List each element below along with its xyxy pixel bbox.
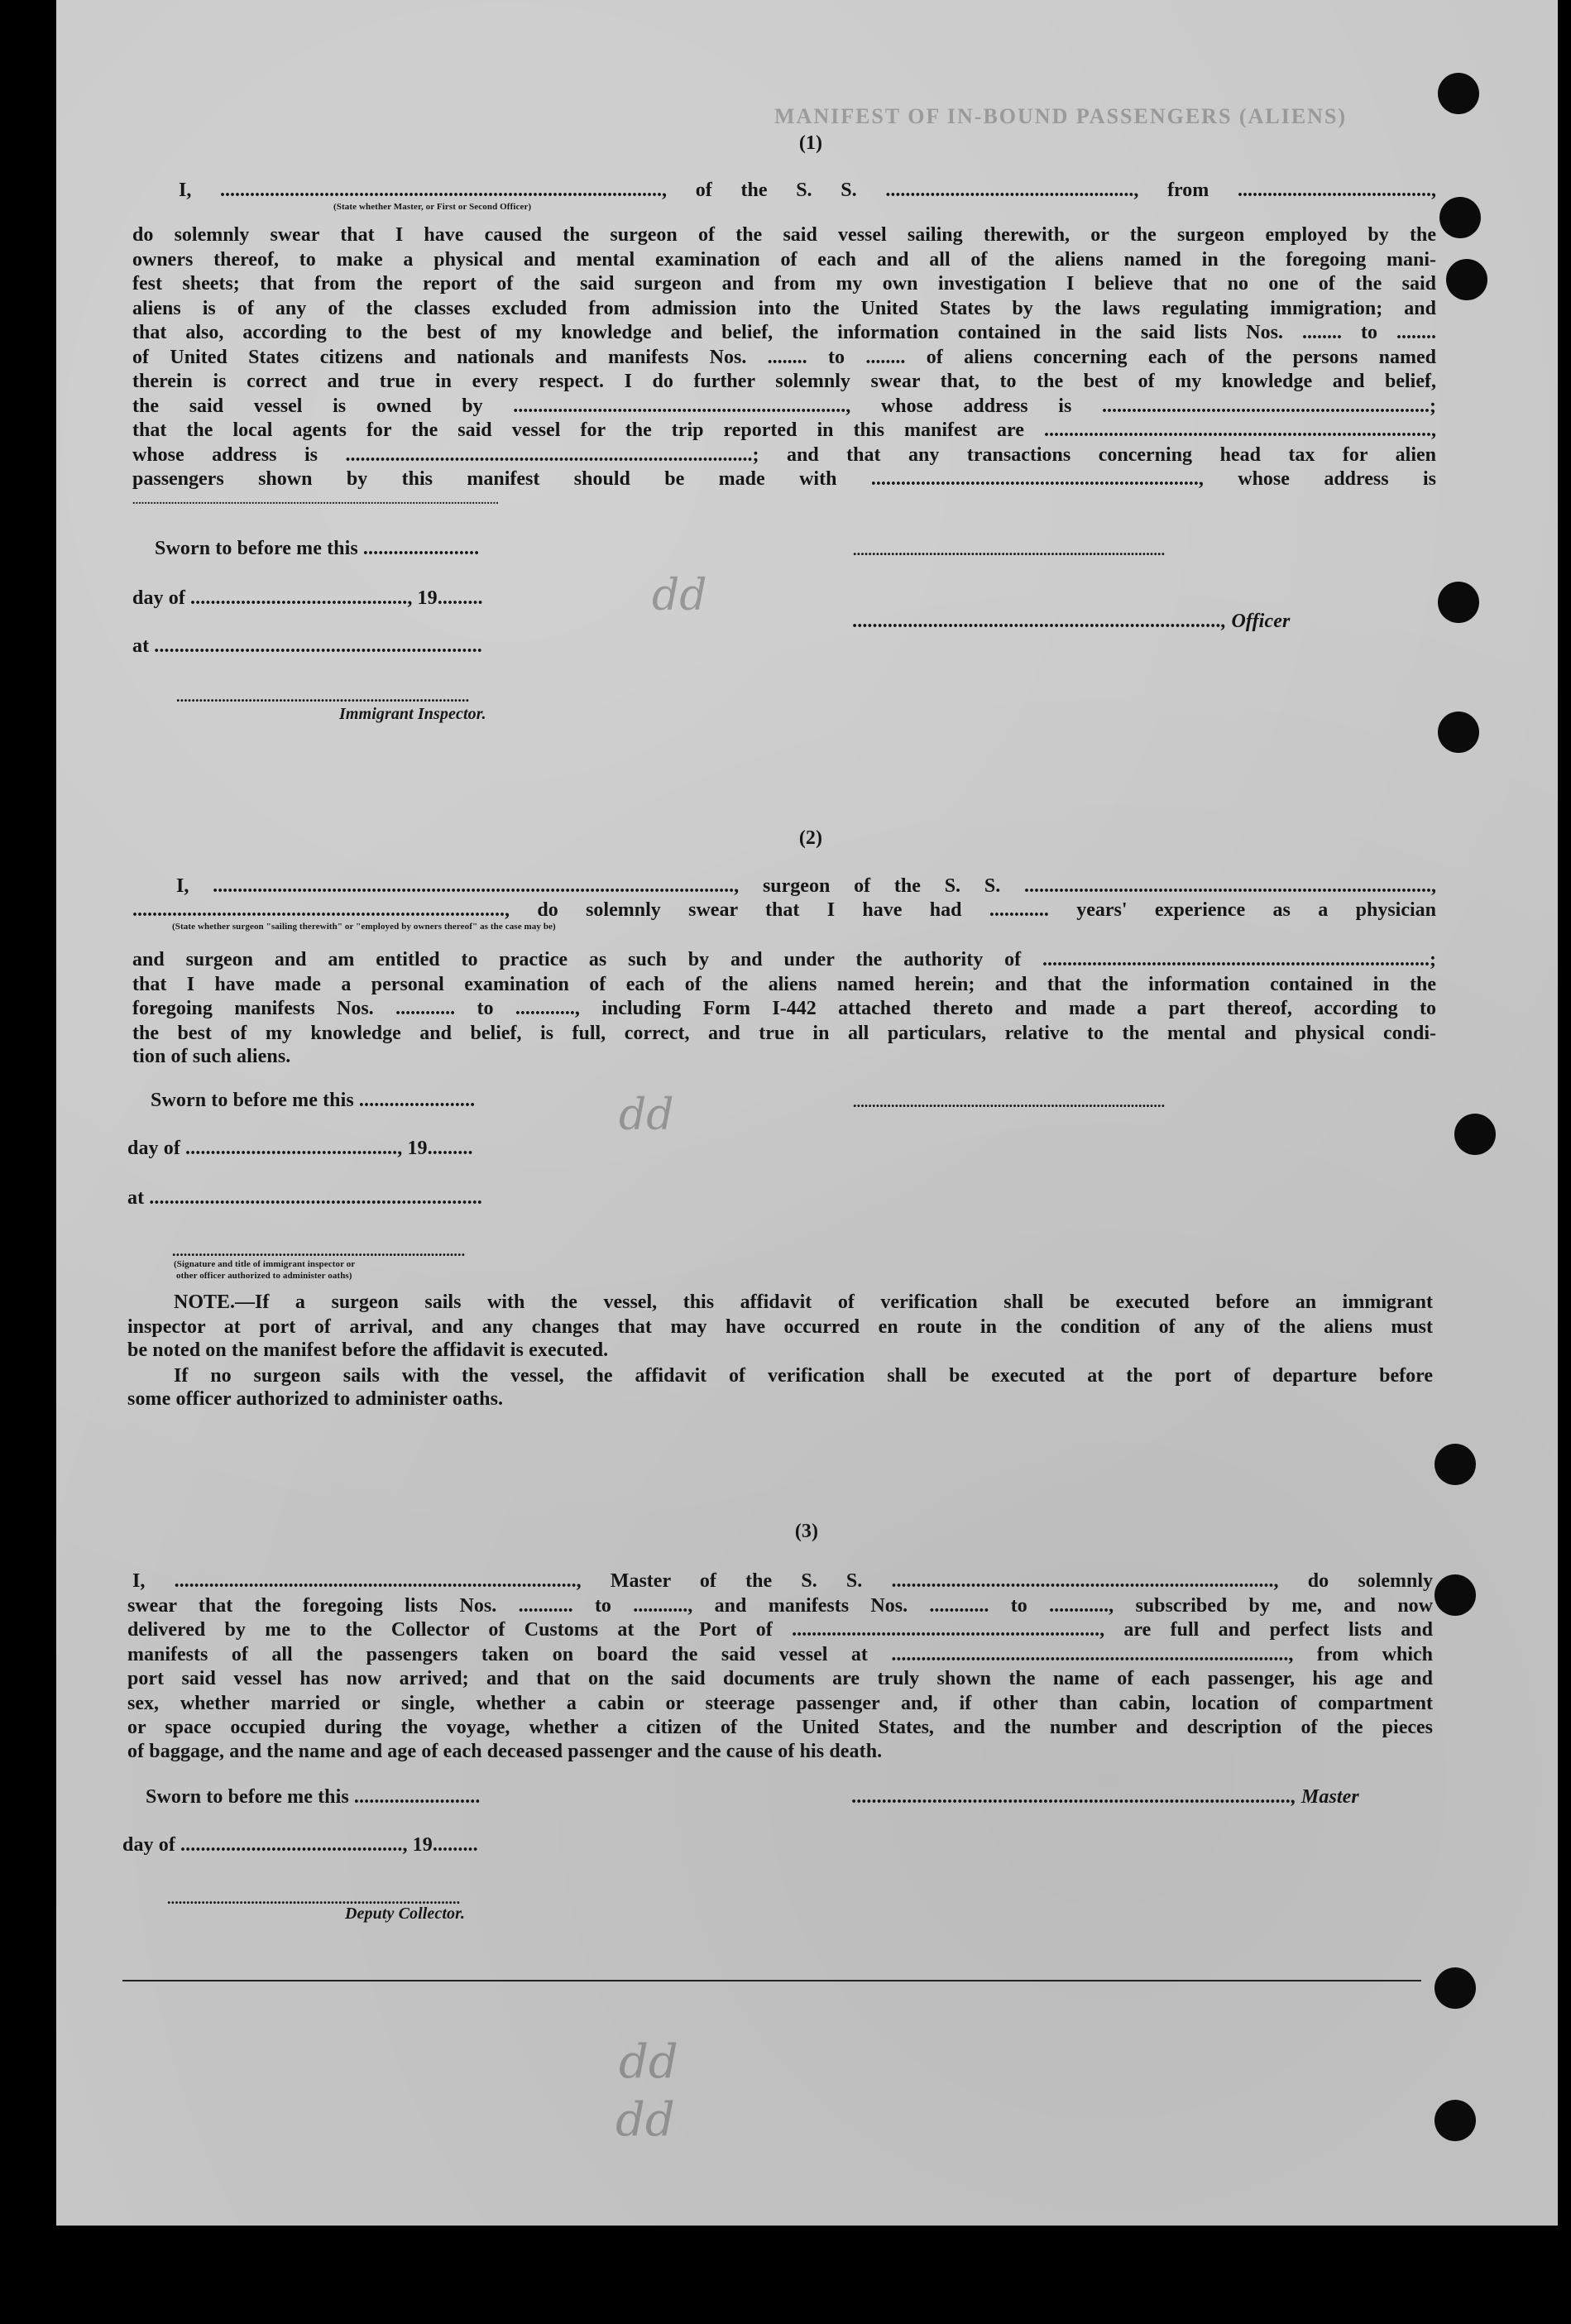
s1-body-line: of United States citizens and nationals and manifests Nos. ........ to ........ of aliens concerning each of the persons named <box>132 346 1436 368</box>
s3-collector: Deputy Collector. <box>345 1905 466 1923</box>
s1-at: at ................................................................. <box>132 635 482 657</box>
s3-body-line: of baggage, and the name and age of each deceased passenger and the cause of his death. <box>127 1740 883 1762</box>
s2-body-line: foregoing manifests Nos. ............ to ............, including Form I-442 attached thereto and made a part thereof, according to <box>132 998 1436 1019</box>
s1-officer <box>853 611 1290 633</box>
s2-body-line: that I have made a personal examination of each of the aliens named herein; and that the information contained in the <box>132 973 1436 995</box>
s3-body-line: I, ................................................................................., Master of the S. S. ............................................................................., do solemnly <box>132 1570 1433 1592</box>
s1-body-line: the said vessel is owned by ..................................................................., whose address is ..................................................................; <box>132 395 1436 417</box>
s3-sig-line: ............................................................................. <box>167 1890 461 1907</box>
s1-body-line: do solemnly swear that I have caused the surgeon of the said vessel sailing therewith, or the surgeon employed by the <box>132 224 1436 246</box>
s1-body-line: fest sheets; that from the report of the said surgeon and from my own investigation I believe that no one of the said <box>132 273 1436 295</box>
s2-line-2-note: (State whether surgeon "sailing therewith" or "employed by owners thereof" as the case may be) <box>172 922 556 932</box>
s1-body-line: aliens is of any of the classes excluded from admission into the United States by the laws regulating immigration; and <box>132 297 1436 319</box>
s1-officer-text: ........................................................................., Officer <box>853 611 1291 632</box>
s1-sworn: Sworn to before me this ....................... <box>155 538 480 559</box>
s1-inspector: Immigrant Inspector. <box>339 705 486 723</box>
s1-body-line: therein is correct and true in every respect. I do further solemnly swear that, to the best of my knowledge and belief, <box>132 371 1436 392</box>
s1-line-1: I, ........................................................................................., of the S. S. .................................................., from ......................................., <box>179 180 1436 201</box>
s2-body-line: tion of such aliens. <box>132 1046 291 1067</box>
s3-body-line: port said vessel has now arrived; and that on the said documents are truly shown the name of each passenger, his age and <box>127 1668 1433 1689</box>
pencil-annotation: dd <box>619 2035 678 2089</box>
s2-sworn: Sworn to before me this ....................... <box>151 1090 476 1111</box>
punch-hole <box>1438 73 1479 114</box>
s2-note-line: some officer authorized to administer oaths. <box>127 1388 504 1410</box>
s2-sig-note-1: (Signature and title of immigrant inspector or <box>174 1259 356 1269</box>
s2-sig-line: ............................................................................. <box>172 1243 466 1259</box>
s2-body-line: and surgeon and am entitled to practice as such by and under the authority of ..............................................................................; <box>132 949 1436 970</box>
s1-officer-line: .................................................................................. <box>853 542 1166 558</box>
s2-line-2: ..........................................................................., do solemnly swear that I have had ............ years' experience as a physician <box>132 899 1436 921</box>
s3-sworn: Sworn to before me this ......................... <box>146 1786 481 1808</box>
s2-note-line: If no surgeon sails with the vessel, the affidavit of verification shall be executed at the port of departure before <box>174 1364 1433 1387</box>
s2-note-line: be noted on the manifest before the affidavit is executed. <box>127 1339 609 1361</box>
punch-hole <box>1434 2100 1476 2141</box>
s1-body-line: that also, according to the best of my knowledge and belief, the information contained in the said lists Nos. ........ to ........ <box>132 322 1436 343</box>
s1-line-1-note: (State whether Master, or First or Second Officer) <box>333 202 532 212</box>
s3-master: ......................................................................................., Master <box>852 1786 1359 1808</box>
s2-line-1: I, ........................................................................................................., surgeon of the S. S. .................................................................................., <box>176 875 1436 897</box>
s3-body-line: manifests of all the passengers taken on board the said vessel at ................................................................................, from which <box>127 1643 1433 1665</box>
s2-note-line: NOTE.—If a surgeon sails with the vessel, this affidavit of verification shall be executed before an immigrant <box>174 1291 1433 1313</box>
pencil-annotation: dd <box>615 2093 675 2147</box>
s1-sig-line: ............................................................................. <box>176 688 470 705</box>
form-page <box>56 0 1558 2226</box>
punch-hole <box>1434 1574 1476 1616</box>
punch-hole <box>1454 1114 1496 1155</box>
s1-day: day of ..........................................., 19......... <box>132 587 483 609</box>
punch-hole <box>1438 582 1479 623</box>
s3-body-line: or space occupied during the voyage, whether a citizen of the United States, and the number and description of the pieces <box>127 1717 1433 1738</box>
s3-body-line: delivered by me to the Collector of Customs at the Port of .............................................................., are full and perfect lists and <box>127 1619 1433 1641</box>
punch-hole <box>1446 259 1487 300</box>
s1-body-line: passengers shown by this manifest should be made with .................................................................., whose address is <box>132 468 1436 490</box>
s3-day: day of ............................................, 19......... <box>122 1834 478 1856</box>
section-1-number: (1) <box>798 132 823 154</box>
bottom-rule <box>122 1980 1421 1981</box>
punch-hole <box>1434 1444 1476 1485</box>
pencil-annotation: dd <box>619 1090 674 1140</box>
punch-hole <box>1439 197 1481 238</box>
s2-day: day of .........................................., 19......... <box>127 1138 473 1159</box>
s2-sig-note-2: other officer authorized to administer oaths) <box>176 1271 352 1281</box>
header-stamp: MANIFEST OF IN-BOUND PASSENGERS (ALIENS) <box>774 104 1348 128</box>
s3-body-line: sex, whether married or single, whether a cabin or steerage passenger and, if other than cabin, location of compartment <box>127 1692 1433 1714</box>
s1-body-line: whose address is ..................................................................................; and that any transactions concerning head tax for alien <box>132 443 1436 466</box>
punch-hole <box>1438 712 1479 753</box>
punch-hole <box>1434 1967 1476 2009</box>
s2-body-line: the best of my knowledge and belief, is full, correct, and true in all particulars, relative to the mental and physical condi- <box>132 1022 1436 1044</box>
s1-body-line: owners thereof, to make a physical and mental examination of each and all of the aliens named in the foregoing mani- <box>132 248 1436 271</box>
s1-body-line: that the local agents for the said vessel for the trip reported in this manifest are .............................................................................., <box>132 419 1436 441</box>
s3-body-line: swear that the foregoing lists Nos. ........... to ..........., and manifests Nos. ............ to ............, subscribed by me, and now <box>127 1594 1433 1617</box>
section-3-number: (3) <box>794 1521 819 1542</box>
s1-trail-line: ........................................................................................................................... <box>132 495 499 507</box>
s2-right-line: .................................................................................. <box>853 1094 1166 1110</box>
section-2-number: (2) <box>798 827 823 849</box>
pencil-annotation: dd <box>652 571 707 621</box>
s2-note-line: inspector at port of arrival, and any changes that may have occurred en route in the condition of any of the aliens must <box>127 1315 1433 1338</box>
s2-at: at .................................................................. <box>127 1187 482 1209</box>
